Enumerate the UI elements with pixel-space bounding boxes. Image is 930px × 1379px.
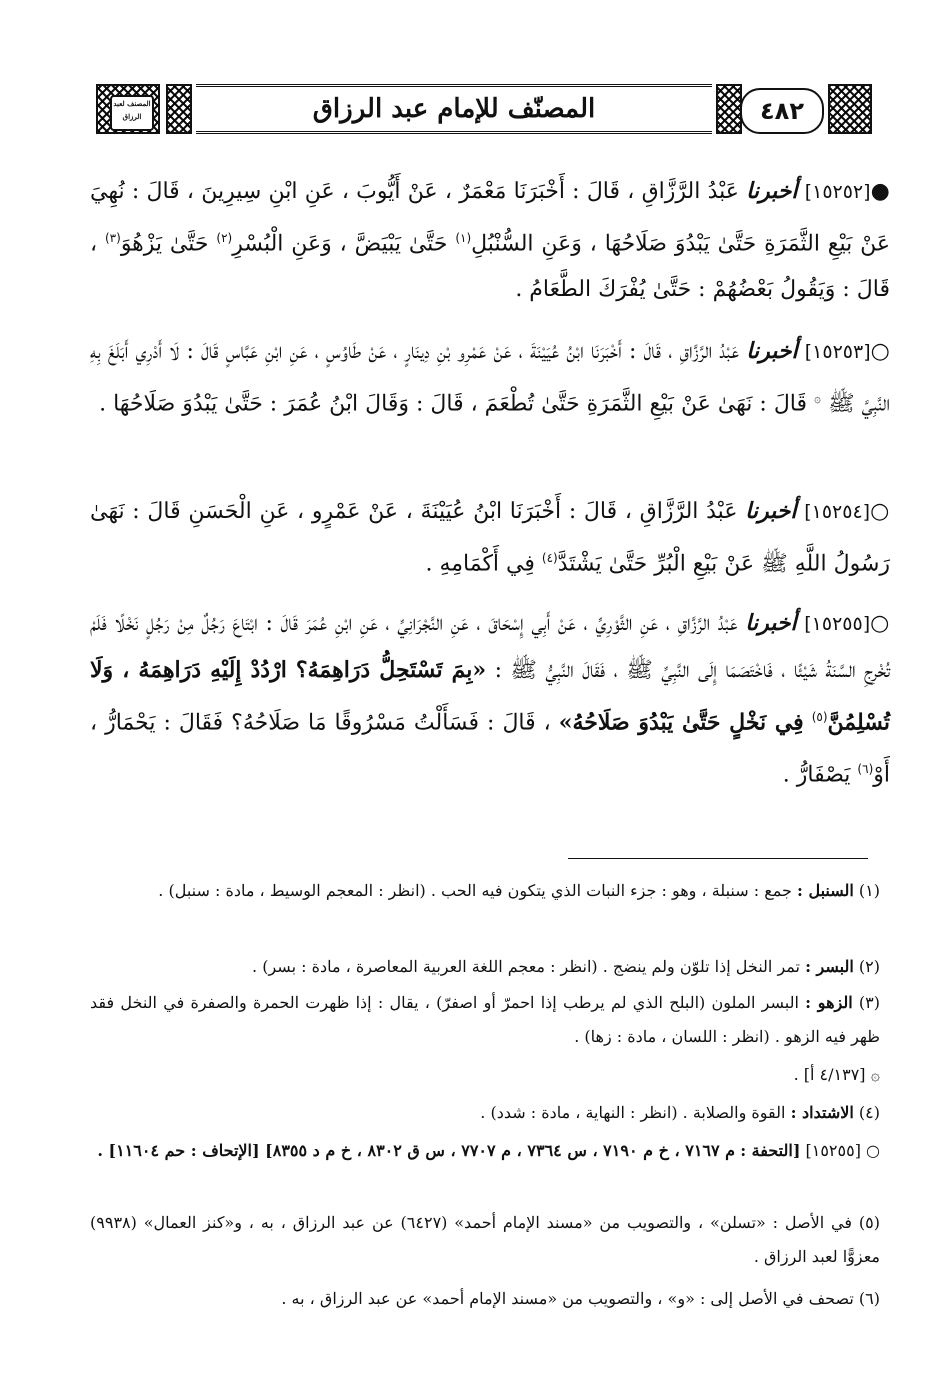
header-ornament-left-inner bbox=[166, 84, 192, 134]
footnote-number: ○ [١٥٢٥٥] bbox=[805, 1141, 880, 1160]
hadith-marker: ○ bbox=[870, 339, 890, 364]
folio-mark: ۞ bbox=[814, 391, 822, 405]
footnote-label: السنبل : bbox=[796, 881, 854, 900]
hadith-text: يَصْفَارُّ . bbox=[782, 762, 851, 788]
hadith-text: عَبْدُ الرَّزَّاقِ ، عَنِ الثَّوْرِيِّ ، عَنْ أَبِي إِسْحَاقَ ، عَنِ النَّجْرَانِيِّ ، عَنِ ابْنِ عُمَرَ قَالَ : ابْتَاعَ رَجُلٌ مِنْ رَجُلٍ نَخْلًا فَلَمْ تُخْرِجِ السَّنَةُ شَيْئًا ، فَاخْتَصَمَا إِلَى النَّبِيِّ ﷺ ، فَقَالَ النَّبِيُّ ﷺ : bbox=[90, 611, 890, 683]
hadith-number: [١٥٢٥٤] bbox=[804, 501, 871, 523]
footnote-2 bbox=[90, 950, 880, 984]
page-header bbox=[96, 84, 872, 134]
footnote-ref[interactable]: (١) bbox=[455, 231, 472, 245]
footnote-text: م ٧١٦٧ ، خ م ٧١٩٠ ، س ٧٣٦٤ ، م ٧٧٠٧ ، س ق ٨٣٠٢ ، خ م د ٨٣٥٥] [الإتحاف : حم ١١٦٠٤] . bbox=[97, 1141, 736, 1160]
hadith-number: [١٥٢٥٥] bbox=[804, 613, 871, 635]
akhbarana-word: أخبرنا bbox=[746, 338, 798, 364]
hadith-number: [١٥٢٥٢] bbox=[804, 181, 871, 203]
hadith-text: ، قَالَ : وَيَقُولُ بَعْضُهُمْ : حَتَّىٰ يُفْرَكَ الطَّعَامُ . bbox=[90, 231, 890, 303]
footnote-text: [٤/١٣٧ أ] . bbox=[793, 1065, 866, 1084]
footnote-ref[interactable]: (٥) bbox=[811, 710, 828, 724]
hadith-text: عَبْدُ الرَّزَّاقِ ، قَالَ : أَخْبَرَنَا مَعْمَرٌ ، عَنْ أَيُّوبَ ، عَنِ ابْنِ سِيرِينَ ، قَالَ : نُهِيَ عَنْ بَيْعِ الثَّمَرَةِ حَتَّىٰ يَبْدُوَ صَلَاحُهَا ، وَعَنِ السُّنْبُلِ bbox=[90, 179, 891, 257]
footnote-ref[interactable]: (٢) bbox=[216, 231, 233, 245]
hadith-15255 bbox=[90, 600, 890, 799]
footnote-text: تصحف في الأصل إلى : «و» ، والتصويب من «مسند الإمام أحمد» عن عبد الرزاق ، به . bbox=[281, 1289, 854, 1308]
page-number-box bbox=[740, 88, 824, 134]
footnote-number: (٣) bbox=[858, 993, 881, 1012]
page-number: ٤٨٢ bbox=[760, 97, 804, 125]
footnote-number: (٤) bbox=[858, 1103, 880, 1122]
footnote-text: القوة والصلابة . (انظر : النهاية ، مادة : شدد) . bbox=[480, 1103, 786, 1122]
book-title: المصنّف للإمام عبد الرزاق bbox=[312, 94, 596, 124]
hadith-text: حَتَّىٰ يَبْيَضَّ ، وَعَنِ الْبُسْرِ bbox=[232, 231, 448, 257]
footnote-ref[interactable]: (٦) bbox=[857, 762, 874, 777]
hadith-text: قَالَ : نَهَىٰ عَنْ بَيْعِ الثَّمَرَةِ حَتَّىٰ تُطْعَمَ ، قَالَ : وَقَالَ ابْنُ عُمَرَ : حَتَّىٰ يَبْدُوَ صَلَاحُهَا . bbox=[99, 391, 808, 417]
footnote-number: (٥) bbox=[858, 1213, 880, 1232]
book-seal: المصنف لعبد الرزاق bbox=[110, 95, 154, 131]
footnote-label: البسر : bbox=[805, 957, 854, 976]
hadith-marker: ○ bbox=[870, 611, 890, 636]
hadith-number: [١٥٢٥٣] bbox=[804, 341, 871, 363]
footnote-text: تمر النخل إذا تلوّن ولم ينضج . (انظر : معجم اللغة العربية المعاصرة ، مادة : بسر) . bbox=[252, 957, 800, 976]
akhbarana-word: أخبرنا bbox=[745, 498, 797, 524]
akhbarana-word: أخبرنا bbox=[745, 610, 797, 636]
akhbarana-word: أخبرنا bbox=[746, 178, 798, 204]
header-title-box bbox=[196, 84, 712, 134]
footnote-label: الزهو : bbox=[805, 993, 853, 1012]
footnote-ref[interactable]: (٤) bbox=[541, 551, 558, 565]
footnote-6 bbox=[90, 1282, 880, 1316]
footnote-text: جمع : سنبلة ، وهو : جزء النبات الذي يتكون فيه الحب . (انظر : المعجم الوسيط ، مادة : سنبل) . bbox=[158, 881, 792, 900]
footnote-number: (١) bbox=[858, 881, 880, 900]
hadith-15253 bbox=[90, 328, 890, 427]
hadith-15252 bbox=[90, 168, 890, 313]
folio-note bbox=[90, 1058, 880, 1092]
hadith-text: ، قَالَ : فَسَأَلْتُ مَسْرُوقًا مَا صَلَاحُهُ؟ فَقَالَ : يَحْمَارُّ ، أَوْ bbox=[90, 710, 890, 788]
footnote-1 bbox=[90, 874, 880, 908]
hadith-marker: ● bbox=[870, 179, 890, 204]
footnote-3 bbox=[90, 986, 880, 1054]
hadith-15254 bbox=[90, 488, 890, 587]
prophetic-saying: فِي نَخْلٍ حَتَّىٰ يَبْدُوَ صَلَاحُهُ» bbox=[558, 709, 804, 736]
footnote-text: البسر الملون (البلح الذي لم يرطب إذا احمرّ أو اصفرّ) ، يقال : إذا ظهرت الحمرة والصفرة في النخل فقد ظهر فيه الزهو . (انظر : اللسان ، مادة : زها) . bbox=[90, 993, 880, 1046]
hadith-text: فِي أَكْمَامِهِ . bbox=[425, 551, 535, 577]
footnote-label: الاشتداد : bbox=[790, 1103, 854, 1122]
footnote-label: [التحفة : bbox=[740, 1141, 801, 1160]
hadith-text: عَبْدُ الرَّزَّاقِ ، قَالَ : أَخْبَرَنَا ابْنُ عُيَيْنَةَ ، عَنْ عَمْرِو بْنِ دِينَارٍ ، عَنْ طَاوُسٍ ، عَنِ ابْنِ عَبَّاسٍ قَالَ : لَا أَدْرِي أَبَلَغَ بِهِ النَّبِيَّ ﷺ bbox=[90, 339, 890, 417]
header-ornament-right bbox=[828, 84, 872, 134]
footnote-text: في الأصل : «تسلن» ، والتصويب من «مسند الإمام أحمد» (٦٤٢٧) عن عبد الرزاق ، به ، و«كنز العمال» (٩٩٣٨) معزوًّا لعبد الرزاق . bbox=[90, 1213, 880, 1266]
footnote-number: (٢) bbox=[858, 957, 880, 976]
header-ornament-right-inner bbox=[716, 84, 742, 134]
footnote-ref[interactable]: (٣) bbox=[104, 231, 121, 245]
footnote-divider bbox=[568, 858, 868, 859]
hadith-text: حَتَّىٰ يَزْهُوَ bbox=[120, 231, 209, 257]
folio-mark: ۞ bbox=[870, 1065, 880, 1084]
header-ornament-left bbox=[96, 84, 160, 134]
hadith-marker: ○ bbox=[870, 499, 891, 524]
footnote-5 bbox=[90, 1206, 880, 1274]
footnote-4 bbox=[90, 1096, 880, 1130]
footnote-number: (٦) bbox=[858, 1289, 880, 1308]
prophetic-saying: «بِمَ تَسْتَحِلُّ دَرَاهِمَهُ؟ ارْدُدْ إِلَيْهِ دَرَاهِمَهُ ، وَلَا تُسْلِمُنَّ bbox=[90, 657, 891, 736]
hadith-text: عَبْدُ الرَّزَّاقِ ، قَالَ : أَخْبَرَنَا ابْنُ عُيَيْنَةَ ، عَنْ عَمْرٍو ، عَنِ الْحَسَنِ قَالَ : نَهَىٰ رَسُولُ اللَّهِ ﷺ عَنْ بَيْعِ الْبُرِّ حَتَّىٰ يَشْتَدَّ bbox=[90, 499, 890, 577]
takhrij-note bbox=[90, 1134, 880, 1168]
